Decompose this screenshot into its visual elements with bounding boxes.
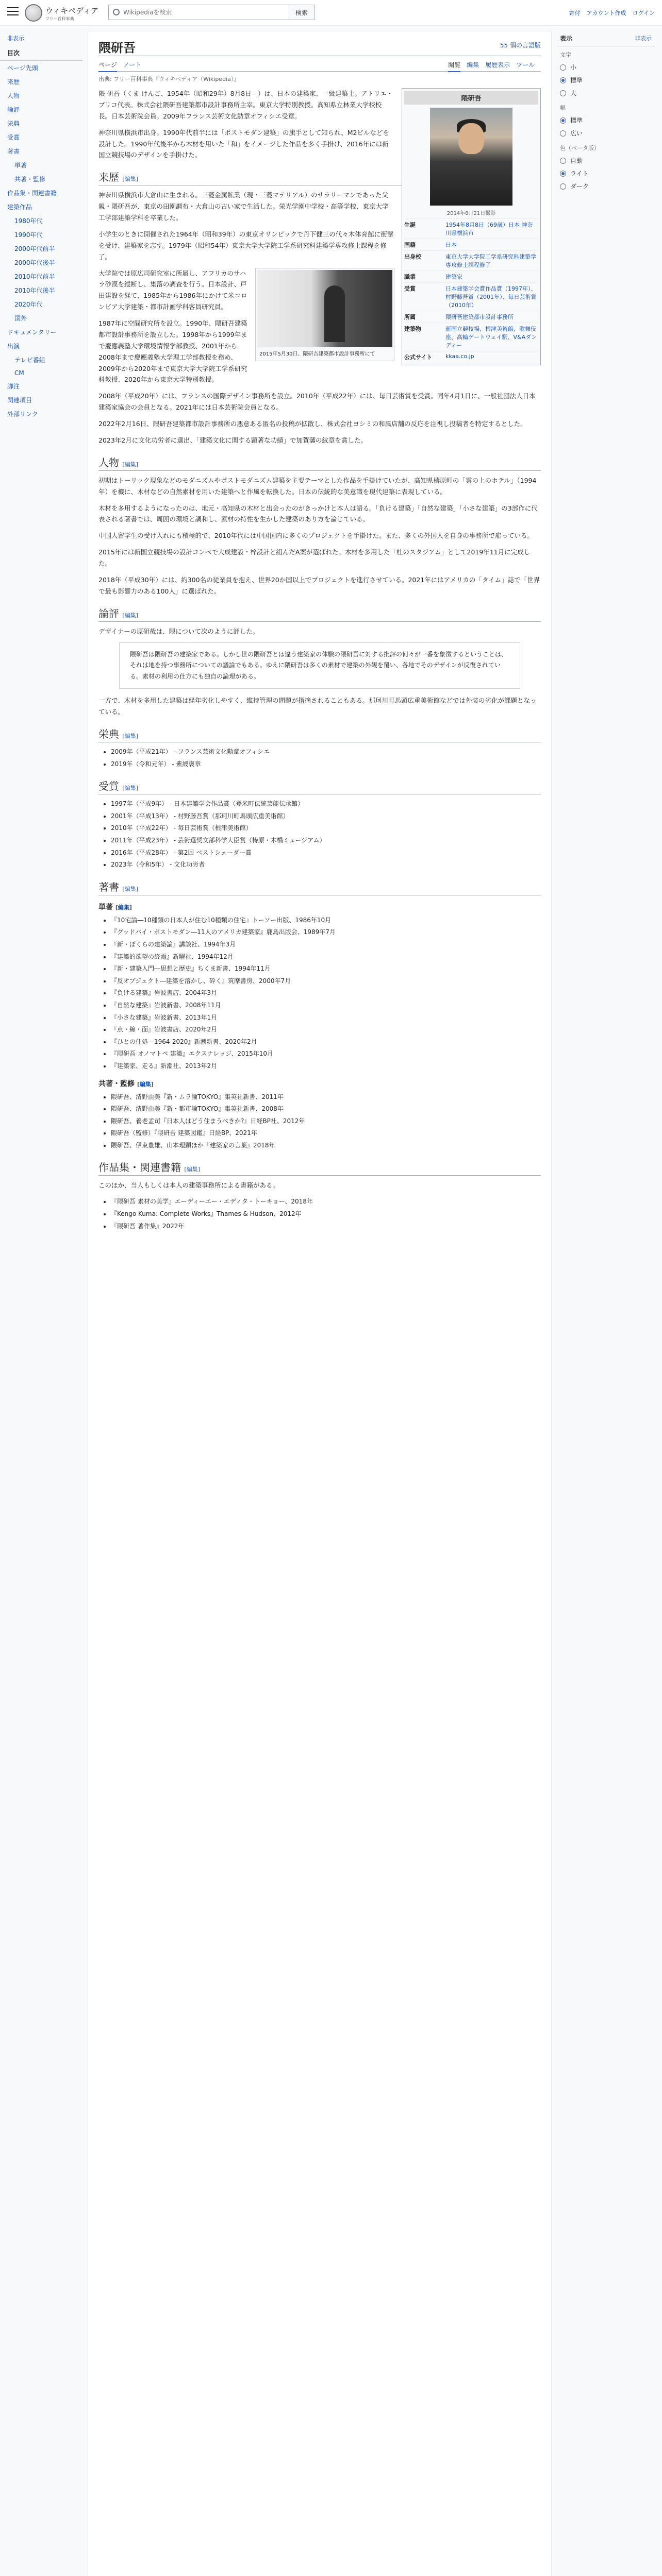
toc-item[interactable]: ページ先頭: [7, 64, 38, 72]
article-source-note: 出典: フリー百科事典『ウィキペディア（Wikipedia）』: [98, 76, 240, 82]
toc-item[interactable]: 出演: [7, 343, 20, 350]
intro-paragraph: 神奈川県横浜市出身。1990年代前半には「ポストモダン建築」の旗手として知られ、M2ビルなどを設計した。1990年代後半から木材を用いた「和」をイメージした作品を多く手掛け、2016年には新国立競技場のデザインを手掛けた。: [98, 128, 389, 159]
toc-item[interactable]: 関連項目: [7, 397, 32, 404]
list-item: • 2010年（平成22年） - 毎日芸術賞（根津美術館）: [111, 823, 541, 834]
infobox-value: 日本建築学会賞作品賞（1997年）、村野藤吾賞（2001年）、毎日芸術賞（2010年）: [445, 285, 537, 309]
toc-item[interactable]: 単著: [14, 162, 27, 169]
list-item: • 『Kengo Kuma: Complete Works』Thames & Hudson、2012年: [111, 1209, 541, 1220]
toc-item[interactable]: 著書: [7, 148, 20, 155]
toc-item[interactable]: 2010年代前半: [14, 273, 55, 280]
section-heading-critique: 論評 [編集]: [98, 605, 541, 622]
infobox-row: [404, 311, 538, 323]
list-item: • 『グッドバイ・ポストモダン―11人のアメリカ建築家』鹿島出版会、1989年7月: [111, 927, 541, 938]
text-size-option-label: 大: [570, 90, 577, 97]
color-option-label: ダーク: [570, 183, 589, 190]
office-photo-caption: 2015年5月30日、隈研吾建築都市設計事務所にて: [259, 351, 375, 357]
list-item: • 隈研吾、養老孟司『日本人はどう住まうべきか?』日経BP社、2012年: [111, 1116, 541, 1127]
wikipedia-logo-icon[interactable]: [25, 4, 42, 22]
color-option-label: 自動: [570, 157, 583, 164]
width-option-label: 広い: [570, 130, 583, 137]
edit-link[interactable]: 編集: [186, 1166, 198, 1173]
toc-item[interactable]: 1990年代: [14, 231, 43, 239]
section-heading-career: 来歴 [編集]: [98, 169, 541, 185]
edit-link[interactable]: 編集: [139, 1080, 151, 1088]
radio-icon[interactable]: [560, 130, 566, 137]
list-item: • 2009年（平成21年） - フランス芸術文化勲章オフィシエ: [111, 747, 541, 758]
portrait-photo[interactable]: [430, 108, 512, 206]
user-links: [563, 9, 655, 17]
infobox-key: 職業: [404, 274, 416, 280]
toc-item[interactable]: 国外: [14, 315, 27, 322]
critique-quote: 隈研吾は隈研吾の建築家である。しかし世の隈研吾とは違う建築家の体験の隈研吾に対する批評の何々が一番を象徴するということは、それは地を持つ事務所についての議論でもある。ゆえに隈研吾は多くの素材で建築の外観を覆い、各地でそのデザインが反復されている。素材の利用の仕方にも独自の論理がある。: [119, 642, 520, 689]
career-paragraph: 2008年（平成20年）には、フランスの国際デザイン事務所を設立。2010年（平成22年）には、毎日芸術賞を受賞。同年4月1日に、一般社団法人日本建築家協会の会員となる。2021年には日本芸術院会員となる。: [98, 392, 536, 412]
radio-icon[interactable]: [560, 77, 566, 83]
toc-item[interactable]: 脚注: [7, 383, 20, 390]
infobox-key: 国籍: [404, 242, 416, 248]
wordmark-tagline: フリー百科事典: [45, 16, 74, 21]
list-item: • 2011年（平成23年） - 芸術選奨文部科学大臣賞（梼原・木橋ミュージアム）: [111, 835, 541, 846]
infobox-row: [404, 270, 538, 282]
critique-after: 一方で、木材を多用した建築は経年劣化しやすく、維持管理の問題が指摘されることもある。那珂川町馬頭広重美術館などでは外装の劣化が課題となっている。: [98, 697, 537, 716]
list-item: • 『反オブジェクト―建築を溶かし、砕く』筑摩書房、2000年7月: [111, 976, 541, 987]
list-item: • 1997年（平成9年） - 日本建築学会作品賞（登米町伝統芸能伝承館）: [111, 799, 541, 810]
toc-item[interactable]: テレビ番組: [14, 357, 45, 364]
appearance-hide-link[interactable]: 非表示: [635, 35, 652, 42]
toc-item[interactable]: 共著・監修: [14, 176, 46, 183]
infobox-value: 隈研吾建築都市設計事務所: [445, 314, 514, 320]
user-link[interactable]: 寄付: [569, 10, 581, 16]
edit-link[interactable]: 編集: [124, 176, 136, 183]
career-paragraph: 大学院では原広司研究室に所属し、アフリカのサハラ砂漠を縦断し、集落の調査を行う。日本設計、戸田建設を経て、1985年から1986年にかけて米コロンビア大学建築・都市計画学科客員研究員。: [98, 269, 247, 311]
works-books-intro: このほか、当人もしくは本人の建築事務所による書籍がある。: [98, 1181, 279, 1190]
list-item: • 『隈研吾 素材の美学』エーディーエー・エディタ・トーキョー、2018年: [111, 1196, 541, 1208]
color-option[interactable]: [557, 167, 655, 180]
infobox-row: [404, 323, 538, 351]
color-option[interactable]: [557, 154, 655, 167]
infobox-key: 生誕: [404, 222, 416, 228]
radio-icon[interactable]: [560, 158, 566, 164]
toc-heading: 目次: [0, 45, 82, 61]
section-heading-books: 著書 [編集]: [98, 879, 541, 895]
critique-intro: デザイナーの原研哉は、隈について次のように評した。: [98, 627, 259, 635]
wordmark-title: ウィキペディア: [45, 6, 98, 15]
search-button[interactable]: 検索: [289, 5, 315, 20]
toc-item[interactable]: 論評: [7, 106, 20, 113]
radio-icon[interactable]: [560, 64, 566, 71]
infobox-key: 所属: [404, 314, 416, 320]
infobox-value: 日本: [445, 242, 457, 248]
tab-action-0[interactable]: 閲覧: [448, 61, 460, 72]
color-option-label: ライト: [570, 170, 589, 177]
infobox: [402, 88, 541, 365]
toc-item[interactable]: 2000年代前半: [14, 245, 55, 252]
infobox-key: 公式サイト: [404, 354, 433, 361]
subsection-heading-coop: 共著・監修 [編集]: [98, 1079, 154, 1088]
infobox-row: [404, 351, 538, 363]
color-option[interactable]: [557, 180, 655, 193]
edit-link[interactable]: 編集: [124, 612, 136, 619]
radio-icon[interactable]: [560, 117, 566, 124]
width-option-label: 標準: [570, 117, 583, 124]
list-item: • 隈研吾、清野由美『新・都市論TOKYO』集英社新書、2008年: [111, 1104, 541, 1115]
width-label: 幅: [560, 105, 566, 111]
infobox-row: [404, 218, 538, 239]
text-size-option-label: 標準: [570, 77, 583, 84]
career-paragraph: 1987年に空間研究所を設立。1990年、隈研吾建築都市設計事務所を設立した。1998年から1999年まで慶應義塾大学環境情報学部教授、2001年から2008年まで慶應義塾大学理工学部教授を務め、2009年から2020年まで東京大学大学院工学系研究科教授、2020年から東京大学特別教授。: [98, 319, 247, 384]
list-item: • 『負ける建築』岩波書店、2004年3月: [111, 988, 541, 999]
career-paragraph: 2023年2月に文化功労者に選出、「建築文化に関する顕著な功績」で加賀藩の紋章を賞した。: [98, 436, 368, 444]
toc-sidebar: [0, 31, 82, 421]
office-photo[interactable]: [255, 268, 394, 361]
list-item: • 2019年（令和元年） - 紫綬褒章: [111, 759, 541, 770]
list-item: • 2001年（平成13年） - 村野藤吾賞（那珂川町馬頭広重美術館）: [111, 811, 541, 822]
toc-item[interactable]: 外部リンク: [7, 411, 38, 418]
intro-paragraph: 隈 研吾（くま けんご、1954年（昭和29年）8月8日 - ）は、日本の建築家、一級建築士。アトリエ・ブリコ代表。株式会社隈研吾建築都市設計事務所主宰。東京大学特別教授。高知県立林業大学校校長。日本芸術院会員。2009年フランス芸術文化勲章オフィシエ受章。: [98, 90, 393, 120]
infobox-key: 建築物: [404, 326, 421, 332]
width-option[interactable]: [557, 114, 655, 127]
edit-link[interactable]: 編集: [124, 785, 136, 792]
user-link[interactable]: ログイン: [632, 10, 655, 16]
subsection-heading-single: 単著 [編集]: [98, 903, 132, 911]
toc-item[interactable]: ドキュメンタリー: [7, 329, 57, 336]
portrait-caption: 2014年8月21日撮影: [446, 211, 496, 216]
career-paragraph: 神奈川県横浜市大倉山に生まれる。三菱金属鉱業（現・三菱マテリアル）のサラリーマンであった父親・隈研吾が、東京の田園調布・大倉山の古い家で生活した。栄光学園中学校・高等学校、東京大学工学部建築学科を卒業した。: [98, 191, 389, 222]
main-menu-button[interactable]: [7, 7, 19, 16]
list-item: • 『ひとの住処―1964-2020』新潮新書、2020年2月: [111, 1037, 541, 1048]
site-header: [0, 0, 662, 26]
infobox-row: [404, 250, 538, 270]
tab-action-3[interactable]: ツール: [516, 61, 535, 69]
infobox-row: [404, 282, 538, 311]
text-size-option[interactable]: [557, 61, 655, 74]
width-option[interactable]: [557, 127, 655, 140]
toc-item[interactable]: 建築作品: [7, 204, 32, 211]
toc-item[interactable]: 人物: [7, 92, 20, 99]
infobox-key: 受賞: [404, 285, 416, 292]
search-input[interactable]: [123, 7, 278, 18]
infobox-value: 東京大学大学院工学系研究科建築学専攻修士課程修了: [445, 253, 536, 268]
edit-link[interactable]: 編集: [124, 733, 136, 740]
person-paragraph: 木材を多用するようになったのは、地元・高知県の木材と出会ったのがきっかけと本人は語る。「負ける建築」「自然な建築」「小さな建築」の3部作に代表される著書では、周囲の環境と調和し、素材の特性を生かした建築のあり方を論じている。: [98, 504, 538, 523]
tab-0[interactable]: ページ: [98, 61, 117, 72]
color-label: 色（ベータ版）: [560, 145, 600, 151]
toc-item[interactable]: 2010年代後半: [14, 287, 55, 294]
person-paragraph: 2018年（平成30年）には、約300名の従業員を抱え、世界20か国以上でプロジェクトを進行させている。2021年にはアメリカの「タイム」誌で「世界で最も影響力のある100人」に選ばれた。: [98, 575, 540, 595]
list-item: • 2016年（平成28年） - 第2回 ベストシェーダー賞: [111, 848, 541, 859]
infobox-row: [404, 239, 538, 250]
edit-link[interactable]: 編集: [118, 904, 129, 911]
section-heading-honors: 栄典 [編集]: [98, 726, 541, 742]
tab-action-2[interactable]: 履歴表示: [485, 61, 510, 69]
toc-item[interactable]: CM: [14, 369, 24, 377]
list-item: • 隈研吾（監修）『隈研吾 建築図鑑』日経BP、2021年: [111, 1128, 541, 1139]
infobox-value: 建築家: [445, 274, 462, 280]
infobox-value: 1954年8月8日（69歳）日本 神奈川県横浜市: [445, 222, 533, 236]
text-size-option[interactable]: [557, 74, 655, 87]
text-size-option[interactable]: [557, 87, 655, 99]
section-heading-awards: 受賞 [編集]: [98, 778, 541, 794]
list-item: • 『隈研吾 オノマトペ 建築』エクスナレッジ、2015年10月: [111, 1048, 541, 1060]
list-item: • 『建築的欲望の終焉』新曜社、1994年12月: [111, 952, 541, 963]
search-box: [108, 5, 315, 20]
radio-icon[interactable]: [560, 183, 566, 190]
toc-item[interactable]: 2020年代: [14, 301, 43, 308]
infobox-key: 出身校: [404, 253, 421, 260]
list-item: • 『自然な建築』岩波新書、2008年11月: [111, 1000, 541, 1011]
appearance-heading: 表示: [560, 35, 573, 42]
tab-1[interactable]: ノート: [123, 61, 142, 69]
section-heading-works-books: 作品集・関連書籍 [編集]: [98, 1159, 541, 1176]
list-item: • 『新・建築入門―思想と歴史』ちくま新書、1994年11月: [111, 963, 541, 975]
toc-item[interactable]: 栄典: [7, 120, 20, 127]
toc-item[interactable]: 来歴: [7, 78, 20, 86]
infobox-name: 隈研吾: [404, 91, 538, 105]
section-heading-person: 人物 [編集]: [98, 454, 541, 471]
toc-item[interactable]: 作品集・関連書籍: [7, 190, 57, 197]
list-item: • 『新・ぼくらの建築論』講談社、1994年3月: [111, 939, 541, 951]
career-paragraph: 2022年2月16日、隈研吾建築都市設計事務所の悪意ある匿名の投稿が拡散し、株式会社ヨシミの和風店舗の反応を注視し投稿者を特定するとした。: [98, 420, 527, 428]
user-link[interactable]: アカウント作成: [586, 10, 626, 16]
list-item: • 『隈研吾 著作集』2022年: [111, 1221, 541, 1232]
list-item: • 隈研吾、清野由美『新・ムラ論TOKYO』集英社新書、2011年: [111, 1092, 541, 1103]
language-button[interactable]: 55 個の言語版: [500, 42, 541, 49]
list-item: • 『10宅論―10種類の日本人が住む10種類の住宅』トーソー出版、1986年10月: [111, 915, 541, 926]
infobox-value: 新国立競技場、根津美術館、歌舞伎座、高輪ゲートウェイ駅、V&Aダンディー: [445, 326, 537, 349]
career-paragraph: 小学生のときに開催された1964年（昭和39年）の東京オリンピックで丹下健三の代々木体育館に衝撃を受け、建築家を志す。1979年（昭和54年）東京大学大学院工学系研究科建築学専攻修士課程を修了。: [98, 230, 394, 261]
text-size-option-label: 小: [570, 64, 577, 71]
appearance-panel: [557, 31, 655, 193]
infobox-value: kkaa.co.jp: [445, 353, 474, 360]
tab-action-1[interactable]: 編集: [467, 61, 479, 69]
list-item: • 『建築家、走る』新潮社、2013年2月: [111, 1061, 541, 1072]
person-paragraph: 初期はトーリック現象などのモダニズムやポストモダニズム建築を主要テーマとした作品を手掛けていたが、高知県檮原町の「雲の上のホテル」（1994年）を機に、木材などの自然素材を用いた建築へと作風を転換した。日本の伝統的な美意識を現代建築に表現している。: [98, 476, 537, 496]
list-item: • 隈研吾、伊東豊雄、山本理顕ほか『建築家の言葉』2018年: [111, 1140, 541, 1151]
toc-item[interactable]: 2000年代後半: [14, 259, 55, 266]
edit-link[interactable]: 編集: [124, 885, 136, 892]
list-item: • 『点・線・面』岩波書店、2020年2月: [111, 1024, 541, 1036]
page-title: 隈研吾: [98, 40, 136, 55]
wordmark[interactable]: [45, 5, 98, 22]
article-content: [88, 31, 552, 2576]
person-paragraph: 中国人留学生の受け入れにも積極的で、2010年代には中国国内に多くのプロジェクトを手掛けた。また、多くの外国人を自身の事務所で雇っている。: [98, 532, 534, 540]
page-tabs: [98, 56, 541, 72]
radio-icon[interactable]: [560, 90, 566, 96]
edit-link[interactable]: 編集: [124, 461, 136, 468]
text-size-label: 文字: [560, 52, 571, 58]
radio-icon[interactable]: [560, 171, 566, 177]
search-icon: [113, 9, 120, 15]
list-item: • 2023年（令和5年） - 文化功労者: [111, 859, 541, 871]
person-paragraph: 2015年には新国立競技場の設計コンペで大成建設・梓設計と組んだA案が選ばれた。木材を多用した「杜のスタジアム」として2019年11月に完成した。: [98, 548, 531, 567]
list-item: • 『小さな建築』岩波新書、2013年1月: [111, 1012, 541, 1024]
toc-item[interactable]: 受賞: [7, 134, 20, 141]
toc-item[interactable]: 1980年代: [14, 217, 43, 225]
toc-hide-link[interactable]: 非表示: [7, 35, 24, 42]
